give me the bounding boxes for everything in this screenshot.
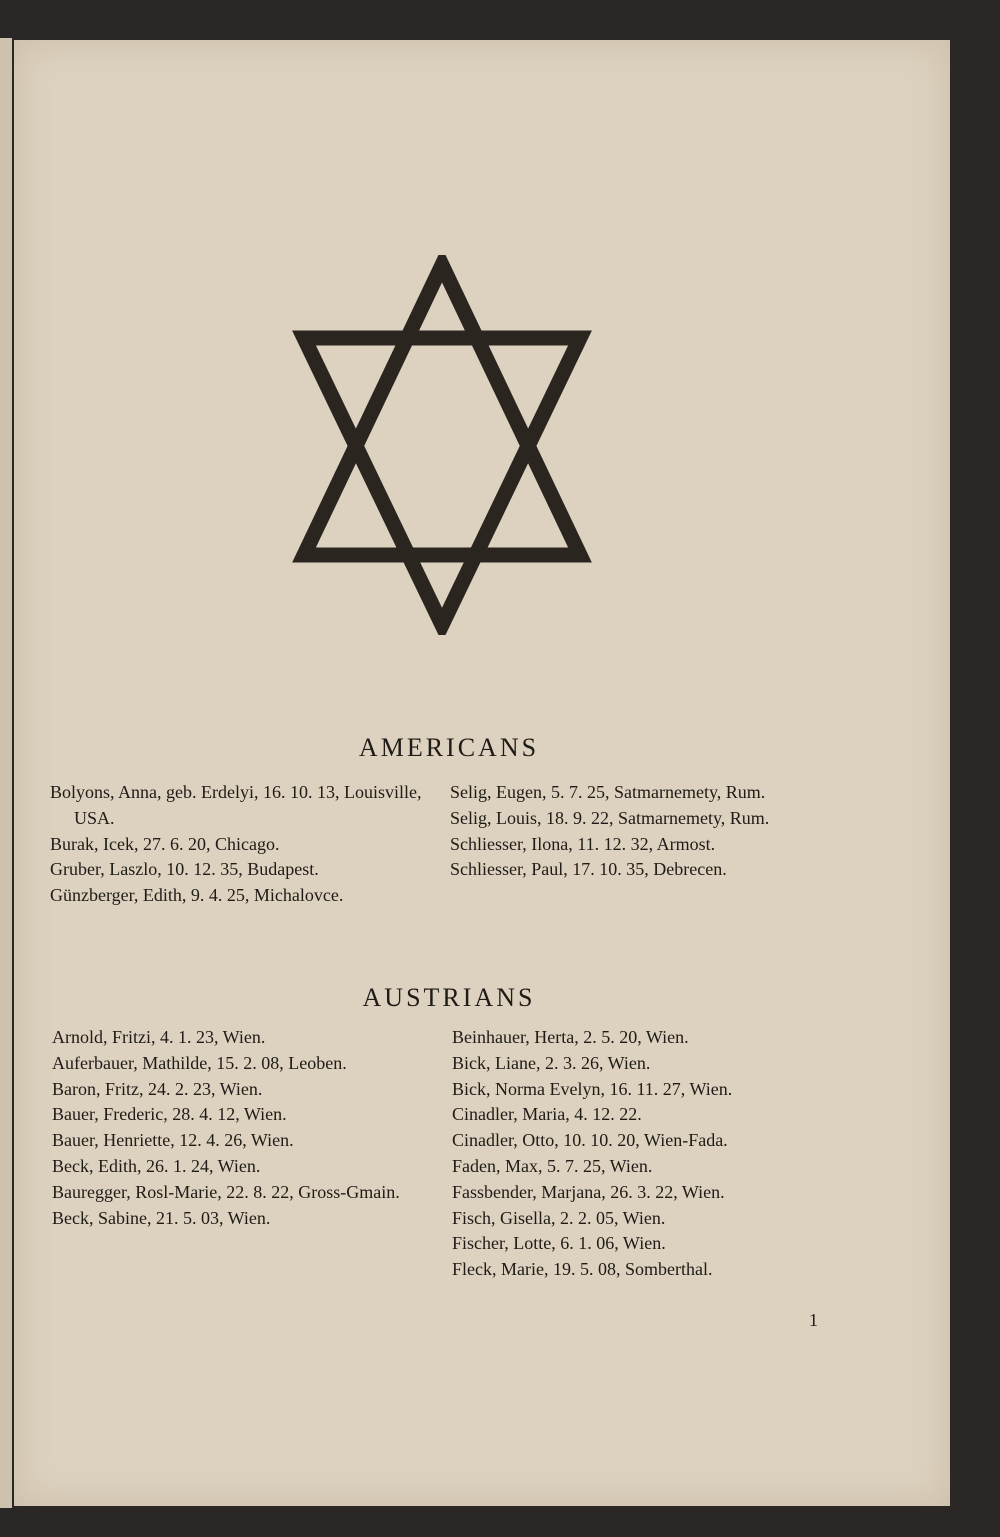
list-item: Arnold, Fritzi, 4. 1. 23, Wien. <box>52 1027 266 1047</box>
list-item: Schliesser, Ilona, 11. 12. 32, Armost. <box>450 833 716 854</box>
list-item: Cinadler, Maria, 4. 12. 22. <box>452 1104 642 1125</box>
list-item: Beck, Edith, 26. 1. 24, Wien. <box>52 1155 261 1176</box>
list-item: Fleck, Marie, 19. 5. 08, Somberthal. <box>452 1259 713 1280</box>
list-item: Fisch, Gisella, 2. 2. 05, Wien. <box>452 1207 666 1228</box>
list-item: Fassbender, Marjana, 26. 3. 22, Wien. <box>452 1181 725 1202</box>
list-item: Schliesser, Paul, 17. 10. 35, Debrecen. <box>450 859 727 880</box>
list-item: Fischer, Lotte, 6. 1. 06, Wien. <box>452 1233 666 1254</box>
americans-left-column <box>50 780 430 909</box>
star-of-david-icon <box>282 255 602 635</box>
austrians-left-column <box>52 1025 432 1231</box>
list-item: Bick, Liane, 2. 3. 26, Wien. <box>452 1052 651 1073</box>
list-item: Bauer, Henriette, 12. 4. 26, Wien. <box>52 1130 294 1151</box>
list-item: Faden, Max, 5. 7. 25, Wien. <box>452 1155 653 1176</box>
list-item: Auferbauer, Mathilde, 15. 2. 08, Leoben. <box>52 1052 347 1073</box>
list-item: Günzberger, Edith, 9. 4. 25, Michalovce. <box>50 885 344 906</box>
previous-page-edge <box>0 38 12 1508</box>
document-page <box>14 40 950 1506</box>
list-item: Selig, Louis, 18. 9. 22, Satmarnemety, Rum. <box>450 807 770 828</box>
list-item: Gruber, Laszlo, 10. 12. 35, Budapest. <box>50 859 319 880</box>
list-item: Baron, Fritz, 24. 2. 23, Wien. <box>52 1078 263 1099</box>
americans-right-column <box>450 780 830 883</box>
list-item: Beck, Sabine, 21. 5. 03, Wien. <box>52 1207 271 1228</box>
list-item: Burak, Icek, 27. 6. 20, Chicago. <box>50 833 280 854</box>
list-item: Cinadler, Otto, 10. 10. 20, Wien-Fada. <box>452 1130 728 1151</box>
americans-heading: AMERICANS <box>358 733 540 762</box>
list-item: Beinhauer, Herta, 2. 5. 20, Wien. <box>452 1027 689 1047</box>
list-item: Bauer, Frederic, 28. 4. 12, Wien. <box>52 1104 287 1125</box>
austrians-heading: AUSTRIANS <box>362 983 536 1012</box>
list-item: Selig, Eugen, 5. 7. 25, Satmarnemety, Rum. <box>450 782 766 802</box>
list-item: Bolyons, Anna, geb. Erdelyi, 16. 10. 13, Louisville, USA. <box>50 782 422 828</box>
page-number: 1 <box>809 1310 818 1330</box>
list-item: Bauregger, Rosl-Marie, 22. 8. 22, Gross-Gmain. <box>52 1181 400 1202</box>
austrians-right-column <box>452 1025 837 1283</box>
list-item: Bick, Norma Evelyn, 16. 11. 27, Wien. <box>452 1078 733 1099</box>
